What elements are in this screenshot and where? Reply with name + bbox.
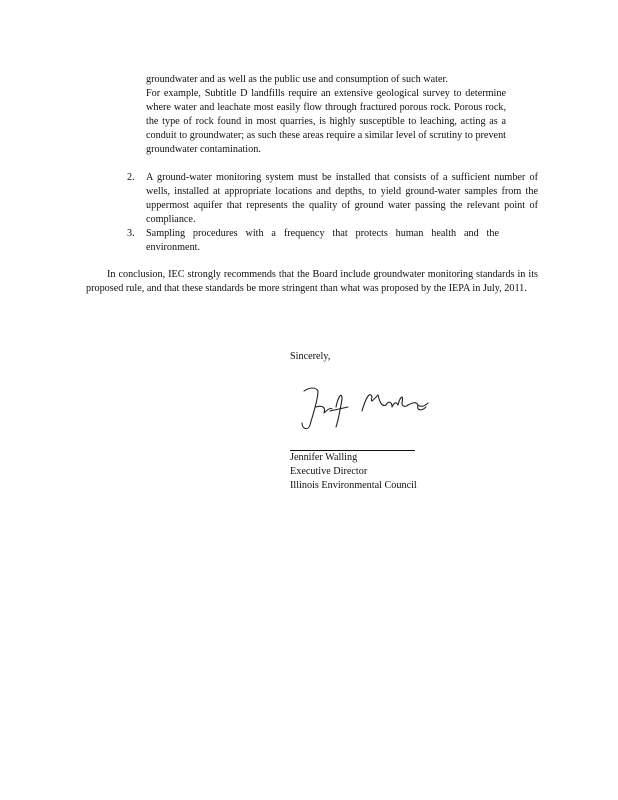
list-item-text: Sampling procedures with a frequency that protects human health and the environment. (146, 228, 499, 253)
list-item-text: A ground-water monitoring system must be installed that consists of a sufficient number of wells, installed at appropriate locations and depths, to yield ground-water samples from the uppermost aquifer that represents the quality of ground water passing the relevant point of compliance. (146, 172, 538, 225)
signer-name: Jennifer Walling (290, 452, 358, 463)
conclusion-text: In conclusion, IEC strongly recommends that the Board include groundwater monitoring standards in its proposed rule, and that these standards be more stringent than what was proposed by the IEPA in July, 2011. (86, 269, 538, 294)
closing-salutation: Sincerely, (290, 351, 331, 362)
list-item-1-continuation (146, 73, 506, 157)
conclusion-paragraph (86, 268, 538, 296)
continuation-line-1: groundwater and as well as the public use and consumption of such water. (146, 74, 448, 85)
list-item-number: 2. (127, 172, 135, 183)
signer-organization: Illinois Environmental Council (290, 480, 417, 491)
handwritten-signature (296, 377, 444, 435)
list-item-number: 3. (127, 228, 135, 239)
continuation-paragraph: For example, Subtitle D landfills require an extensive geological survey to determine where water and leachate most easily flow through fractured porous rock. Porous rock, the type of rock found in most quarries, is highly susceptible to leaching, acting as a conduit to groundwater; as such these areas require a similar level of scrutiny to prevent groundwater contamination. (146, 88, 506, 155)
signer-title: Executive Director (290, 466, 368, 477)
signer-block (290, 451, 417, 493)
